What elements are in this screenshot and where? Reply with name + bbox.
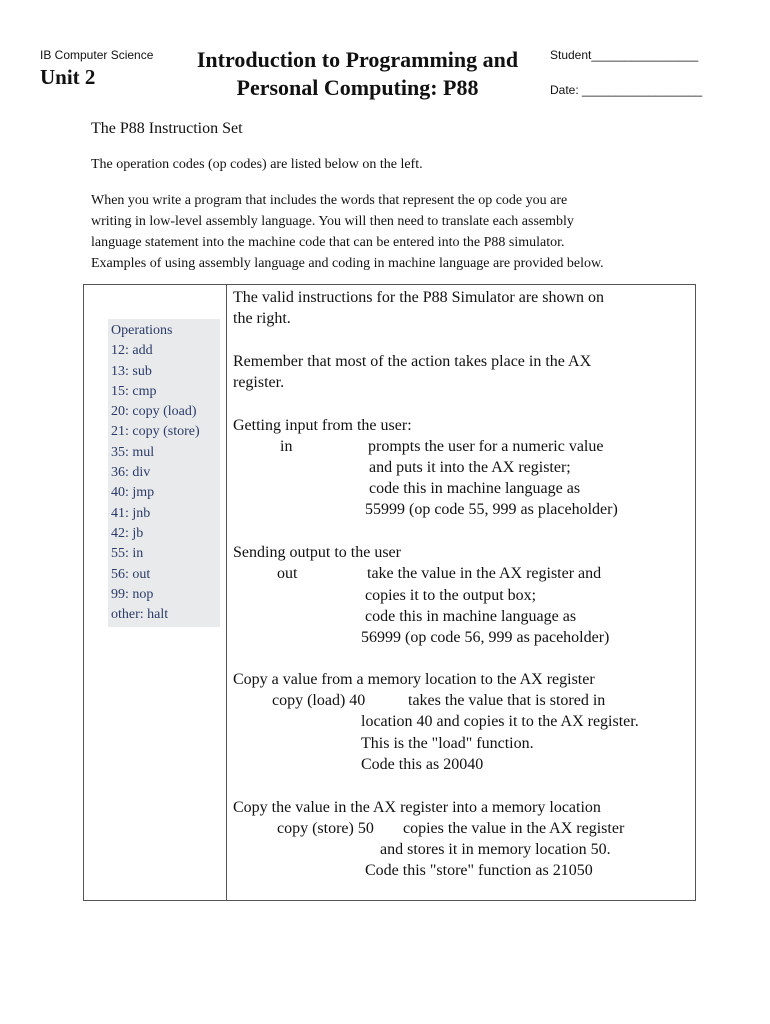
load-desc-line: This is the "load" function. bbox=[361, 735, 534, 752]
page-title: Introduction to Programming and Personal Computing: P88 bbox=[196, 47, 519, 100]
paragraph-line: writing in low-level assembly language. You will then need to translate each assembly bbox=[91, 214, 574, 229]
list-item: 56: out bbox=[111, 566, 151, 582]
list-item: 41: jnb bbox=[111, 505, 151, 521]
list-item: 42: jb bbox=[111, 525, 144, 541]
load-desc-line: location 40 and copies it to the AX register. bbox=[361, 713, 639, 730]
section-subtitle: The P88 Instruction Set bbox=[91, 120, 243, 137]
course-name: IB Computer Science bbox=[40, 48, 154, 62]
input-heading: Getting input from the user: bbox=[233, 417, 412, 434]
store-command: copy (store) 50 bbox=[277, 820, 374, 837]
output-heading: Sending output to the user bbox=[233, 544, 401, 561]
list-item: 12: add bbox=[111, 343, 153, 359]
paragraph-line: When you write a program that includes the words that represent the op code you are bbox=[91, 193, 568, 208]
output-desc-line: code this in machine language as bbox=[365, 608, 577, 625]
output-command: out bbox=[277, 565, 298, 582]
load-desc-line: takes the value that is stored in bbox=[408, 692, 606, 709]
store-desc-line: Code this "store" function as 21050 bbox=[365, 862, 593, 879]
load-heading: Copy a value from a memory location to the AX register bbox=[233, 671, 595, 688]
input-desc-line: prompts the user for a numeric value bbox=[368, 438, 604, 455]
list-item: 36: div bbox=[111, 465, 151, 481]
intro-paragraph bbox=[91, 190, 691, 274]
date-field: Date: __________________ bbox=[550, 83, 703, 97]
student-field: Student________________ bbox=[550, 48, 699, 62]
remember-line: register. bbox=[233, 374, 285, 391]
input-desc-line: code this in machine language as bbox=[369, 480, 581, 497]
remember-line: Remember that most of the action takes place in the AX bbox=[233, 353, 592, 370]
list-item: 21: copy (store) bbox=[111, 424, 200, 440]
table-divider bbox=[226, 284, 227, 901]
list-item: other: halt bbox=[111, 607, 169, 623]
store-heading: Copy the value in the AX register into a memory location bbox=[233, 799, 601, 816]
list-item: 13: sub bbox=[111, 363, 152, 379]
list-item: 99: nop bbox=[111, 586, 154, 602]
list-item: 20: copy (load) bbox=[111, 404, 197, 420]
load-desc-line: Code this as 20040 bbox=[361, 756, 484, 773]
valid-instructions-line: the right. bbox=[233, 310, 291, 327]
load-command: copy (load) 40 bbox=[272, 692, 366, 709]
list-item: 35: mul bbox=[111, 444, 155, 460]
list-item: 55: in bbox=[111, 546, 144, 562]
input-command: in bbox=[280, 438, 293, 455]
list-item: 40: jmp bbox=[111, 485, 155, 501]
output-desc-line: 56999 (op code 56, 999 as paceholder) bbox=[361, 629, 610, 646]
output-desc-line: take the value in the AX register and bbox=[367, 565, 602, 582]
opcodes-note: The operation codes (op codes) are listed below on the left. bbox=[91, 157, 423, 172]
input-desc-line: 55999 (op code 55, 999 as placeholder) bbox=[365, 501, 618, 518]
store-desc-line: copies the value in the AX register bbox=[403, 820, 625, 837]
paragraph-line: language statement into the machine code that can be entered into the P88 simulator. bbox=[91, 235, 565, 250]
list-item: 15: cmp bbox=[111, 383, 157, 399]
unit-label: Unit 2 bbox=[40, 65, 96, 89]
output-desc-line: copies it to the output box; bbox=[365, 587, 537, 604]
paragraph-line: Examples of using assembly language and coding in machine language are provided below. bbox=[91, 256, 604, 271]
valid-instructions-line: The valid instructions for the P88 Simulator are shown on bbox=[233, 289, 605, 306]
operations-heading: Operations bbox=[111, 323, 173, 338]
operations-list bbox=[108, 319, 220, 627]
store-desc-line: and stores it in memory location 50. bbox=[380, 841, 611, 858]
input-desc-line: and puts it into the AX register; bbox=[369, 459, 571, 476]
